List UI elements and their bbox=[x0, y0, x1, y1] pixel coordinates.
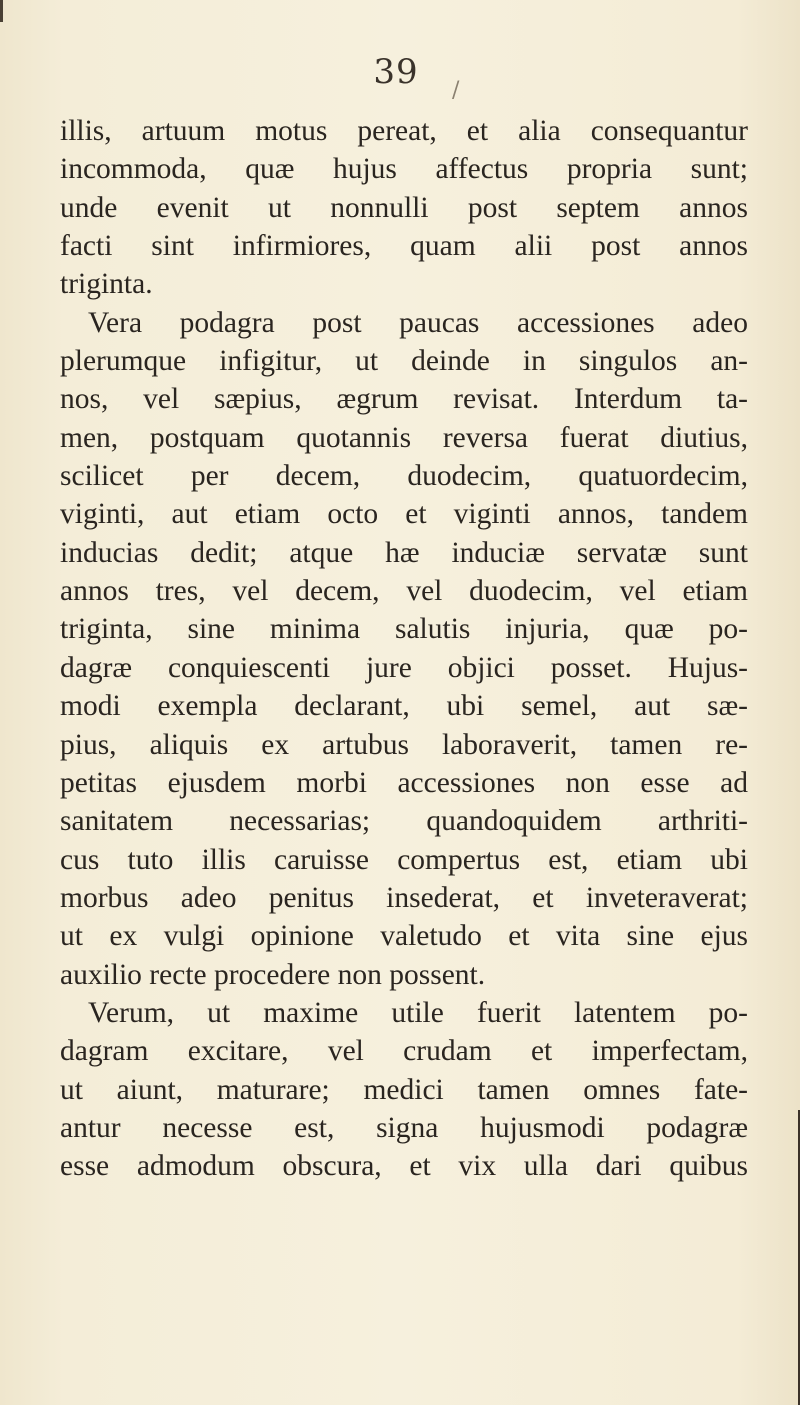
text-line: dagræ conquiescenti jure objici posset. Hujus- bbox=[60, 651, 748, 684]
text-line: ut ex vulgi opinione valetudo et vita sine ejus bbox=[60, 920, 748, 953]
text-line: pius, aliquis ex artubus laboraverit, tamen re- bbox=[60, 728, 748, 761]
text-line: nos, vel sæpius, ægrum revisat. Interdum ta- bbox=[60, 383, 748, 416]
text-line: modi exempla declarant, ubi semel, aut sæ- bbox=[60, 690, 748, 723]
page-mark: / bbox=[452, 78, 460, 103]
text-line: cus tuto illis caruisse compertus est, etiam ubi bbox=[60, 843, 748, 876]
text-line: viginti, aut etiam octo et viginti annos, tandem bbox=[60, 498, 748, 531]
text-line: sanitatem necessarias; quandoquidem arthriti- bbox=[60, 805, 748, 838]
text-line: inducias dedit; atque hæ induciæ servatæ sunt bbox=[60, 536, 748, 569]
text-line: illis, artuum motus pereat, et alia consequantur bbox=[60, 115, 748, 147]
text-line: scilicet per decem, duodecim, quatuordecim, bbox=[60, 460, 748, 493]
text-line: Vera podagra post paucas accessiones adeo bbox=[88, 306, 748, 339]
body-text bbox=[60, 112, 748, 1186]
text-line: men, postquam quotannis reversa fuerat diutius, bbox=[60, 421, 748, 454]
text-line: auxilio recte procedere non possent. bbox=[60, 958, 486, 991]
text-line: petitas ejusdem morbi accessiones non esse ad bbox=[60, 766, 748, 799]
text-line: facti sint infirmiores, quam alii post annos bbox=[60, 230, 748, 263]
text-line: annos tres, vel decem, vel duodecim, vel etiam bbox=[60, 575, 748, 608]
text-line: esse admodum obscura, et vix ulla dari quibus bbox=[60, 1150, 748, 1183]
text-line: Verum, ut maxime utile fuerit latentem po- bbox=[88, 996, 748, 1029]
text-line: unde evenit ut nonnulli post septem annos bbox=[60, 191, 748, 224]
text-line: morbus adeo penitus insederat, et inveteraverat; bbox=[60, 881, 748, 914]
text-line: dagram excitare, vel crudam et imperfectam, bbox=[60, 1035, 748, 1068]
text-line: triginta. bbox=[60, 268, 153, 301]
text-line: incommoda, quæ hujus affectus propria sunt; bbox=[60, 153, 748, 186]
text-line: ut aiunt, maturare; medici tamen omnes fate- bbox=[60, 1073, 748, 1106]
text-line: triginta, sine minima salutis injuria, quæ po- bbox=[60, 613, 748, 646]
text-line: plerumque infigitur, ut deinde in singulos an- bbox=[60, 345, 748, 378]
text-line: antur necesse est, signa hujusmodi podagræ bbox=[60, 1111, 748, 1144]
page-number: 39 bbox=[373, 52, 419, 92]
page-edge-left bbox=[0, 0, 3, 22]
